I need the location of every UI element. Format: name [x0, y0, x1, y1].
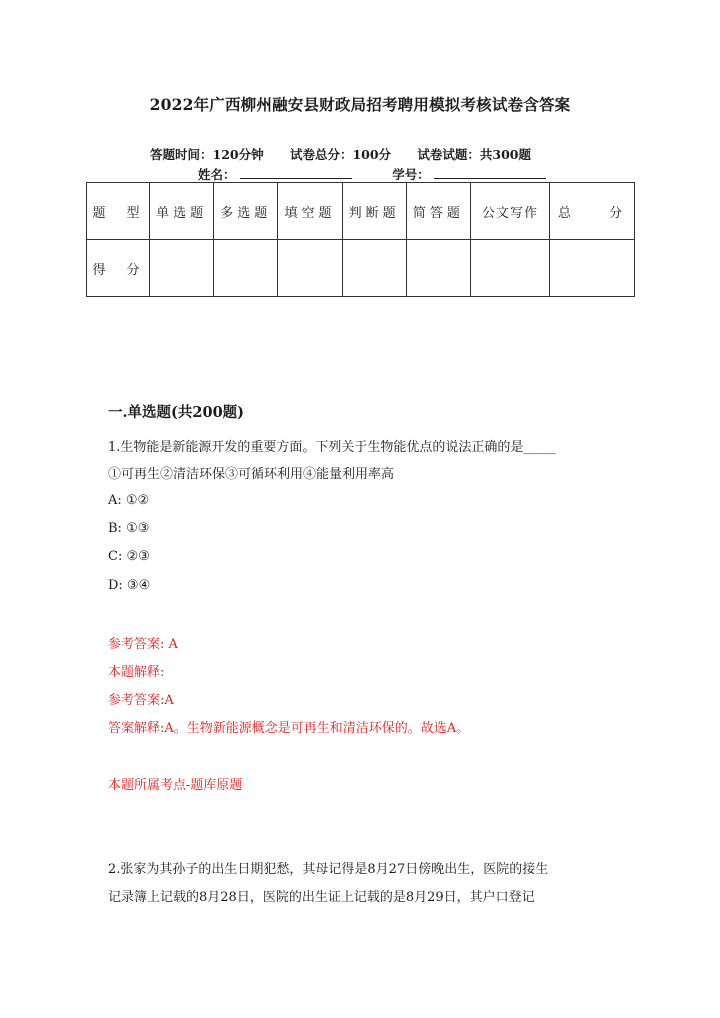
id-field[interactable] [434, 166, 546, 179]
q1-option-b: B: ①③ [108, 521, 150, 536]
q1-reference-answer: 参考答案: A [108, 637, 178, 652]
score-header-cell: 判断题 [342, 183, 406, 240]
score-cell[interactable] [471, 240, 550, 297]
q1-option-d: D: ③④ [108, 578, 151, 593]
q1-explanation-label: 本题解释: [108, 665, 165, 680]
score-cell[interactable] [150, 240, 214, 297]
score-header-cell: 题 型 [87, 183, 150, 240]
q1-stem-continued: ①可再生②清洁环保③可循环利用④能量利用率高 [108, 467, 395, 482]
score-table [86, 182, 635, 297]
q1-option-a: A: ①② [108, 493, 150, 508]
name-field[interactable] [240, 166, 352, 179]
score-header-cell: 总 分 [550, 183, 635, 240]
q1-explanation: 答案解释:A。生物新能源概念是可再生和清洁环保的。故选A。 [108, 721, 470, 736]
q1-option-c: C: ②③ [108, 549, 150, 564]
score-header-cell: 填空题 [278, 183, 342, 240]
score-header-cell: 简答题 [406, 183, 470, 240]
score-row-label: 得 分 [87, 240, 150, 297]
score-header-cell: 多选题 [214, 183, 278, 240]
score-table-value-row [87, 240, 635, 297]
page-title: 2022年广西柳州融安县财政局招考聘用模拟考核试卷含答案 [149, 95, 571, 114]
score-cell[interactable] [278, 240, 342, 297]
q1-source: 本题所属考点-题库原题 [108, 778, 243, 793]
exam-meta [150, 145, 553, 163]
score-table-header-row [87, 183, 635, 240]
score-cell[interactable] [406, 240, 470, 297]
name-label: 姓名： [198, 167, 236, 182]
section-heading: 一.单选题(共200题) [108, 404, 245, 421]
exam-total-questions: 试卷试题：共300题 [417, 147, 531, 162]
score-cell[interactable] [214, 240, 278, 297]
score-cell[interactable] [342, 240, 406, 297]
student-info [198, 165, 546, 183]
score-cell[interactable] [550, 240, 635, 297]
q1-stem: 1.生物能是新能源开发的重要方面。下列关于生物能优点的说法正确的是_____ [108, 440, 556, 455]
q1-reference-answer-2: 参考答案:A [108, 693, 174, 708]
score-header-cell: 单选题 [150, 183, 214, 240]
exam-total-score: 试卷总分：100分 [289, 147, 392, 162]
score-header-cell: 公文写作 [471, 183, 550, 240]
id-label: 学号： [392, 167, 430, 182]
q2-stem-line-2: 记录簿上记载的8月28日，医院的出生证上记载的是8月29日，其户口登记 [108, 890, 535, 905]
exam-time: 答题时间：120分钟 [150, 147, 264, 162]
q2-stem-line-1: 2.张家为其孙子的出生日期犯愁，其母记得是8月27日傍晚出生，医院的接生 [108, 862, 549, 877]
